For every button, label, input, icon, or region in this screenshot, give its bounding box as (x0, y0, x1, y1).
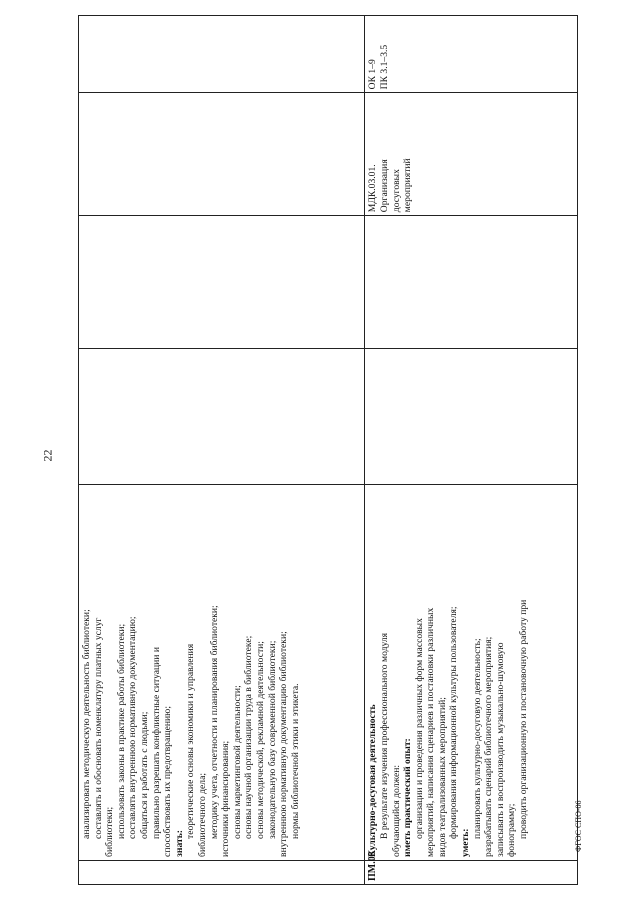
content-cell (79, 484, 365, 860)
competency-cell (79, 16, 365, 93)
list-item: нормы библиотечной этики и этикета. (289, 683, 301, 839)
list-item: В результате изучения профессионального модуля (378, 632, 390, 839)
list-item: проводить организационную и постановочную работу при (518, 599, 530, 839)
content-cell (365, 484, 578, 860)
footer-text: ФГОС СПО-06 (574, 800, 583, 852)
module-code-cell (79, 860, 365, 884)
list-item: основы научной организации труда в библиотеке; (243, 635, 255, 839)
list-item: анализировать методическую деятельность библиотеки; (81, 609, 92, 839)
section-heading: иметь практический опыт: (402, 738, 414, 857)
list-item: планировать культурно-досуговую деятельность; (471, 638, 483, 839)
list-item: фонограмму; (506, 803, 518, 857)
list-item: основы маркетинговой деятельности; (231, 685, 243, 839)
empty-cell (365, 349, 578, 485)
table-row (365, 16, 578, 885)
competency-cell (365, 16, 578, 93)
module-code-cell: ПМ.03 (365, 860, 578, 884)
list-item: методику учета, отчетности и планирования библиотеки; (208, 605, 220, 839)
curriculum-table (78, 15, 578, 885)
mdk-cell (79, 93, 365, 216)
list-item: внутреннюю нормативную документацию библиотеки; (278, 631, 290, 857)
list-item: составлять и обосновать номенклатуру платных услуг (92, 617, 104, 839)
rotated-table-sheet (78, 15, 578, 885)
list-item: библиотечного дела; (196, 772, 208, 857)
list-item: общаться и работать с людьми; (138, 711, 150, 839)
competency-pk: ПК 3.1–3.5 (378, 44, 390, 90)
mdk-cell (365, 93, 578, 216)
module-title: Культурно-досуговая деятельность (367, 704, 379, 857)
section-heading: знать: (173, 830, 185, 857)
list-item: теоретические основы экономики и управления (185, 643, 197, 839)
empty-cell (79, 349, 365, 485)
mdk-title-line: досуговых (390, 169, 402, 213)
list-item: формирования информационной культуры пользователя; (448, 606, 460, 839)
list-item: мероприятий, написания сценариев и постановки различных (425, 607, 437, 857)
list-item: основы методической, рекламной деятельности; (254, 641, 266, 839)
page-number: 22 (40, 449, 55, 462)
list-item: библиотеки; (104, 806, 116, 857)
list-item: способствовать их предотвращению; (162, 706, 174, 857)
list-item: видов театрализованных мероприятий; (436, 697, 448, 857)
list-item: источники финансирования; (220, 740, 232, 857)
table-row (79, 16, 365, 885)
list-item: организации и проведения различных форм массовых (413, 618, 425, 839)
empty-cell (79, 216, 365, 349)
list-item: законодательную базу современной библиотеки; (266, 640, 278, 839)
list-item: обучающийся должен: (390, 764, 402, 857)
empty-cell (365, 216, 578, 349)
list-item: разрабатывать сценарий библиотечного мероприятия; (483, 636, 495, 857)
mdk-title-line: Организация (378, 159, 390, 213)
list-item: использовать законы в практике работы библиотеки; (115, 623, 127, 839)
mdk-title-line: мероприятий (402, 158, 414, 213)
section-heading: уметь: (460, 828, 472, 857)
list-item: записывать и воспроизводить музыкально-шумовую (494, 642, 506, 857)
list-item: правильно разрешать конфликтные ситуации и (150, 647, 162, 839)
list-item: составлять внутреннюю нормативную документацию; (127, 616, 139, 839)
mdk-code: МДК.03.01. (367, 164, 379, 213)
competency-ok: ОК 1–9 (367, 59, 379, 90)
